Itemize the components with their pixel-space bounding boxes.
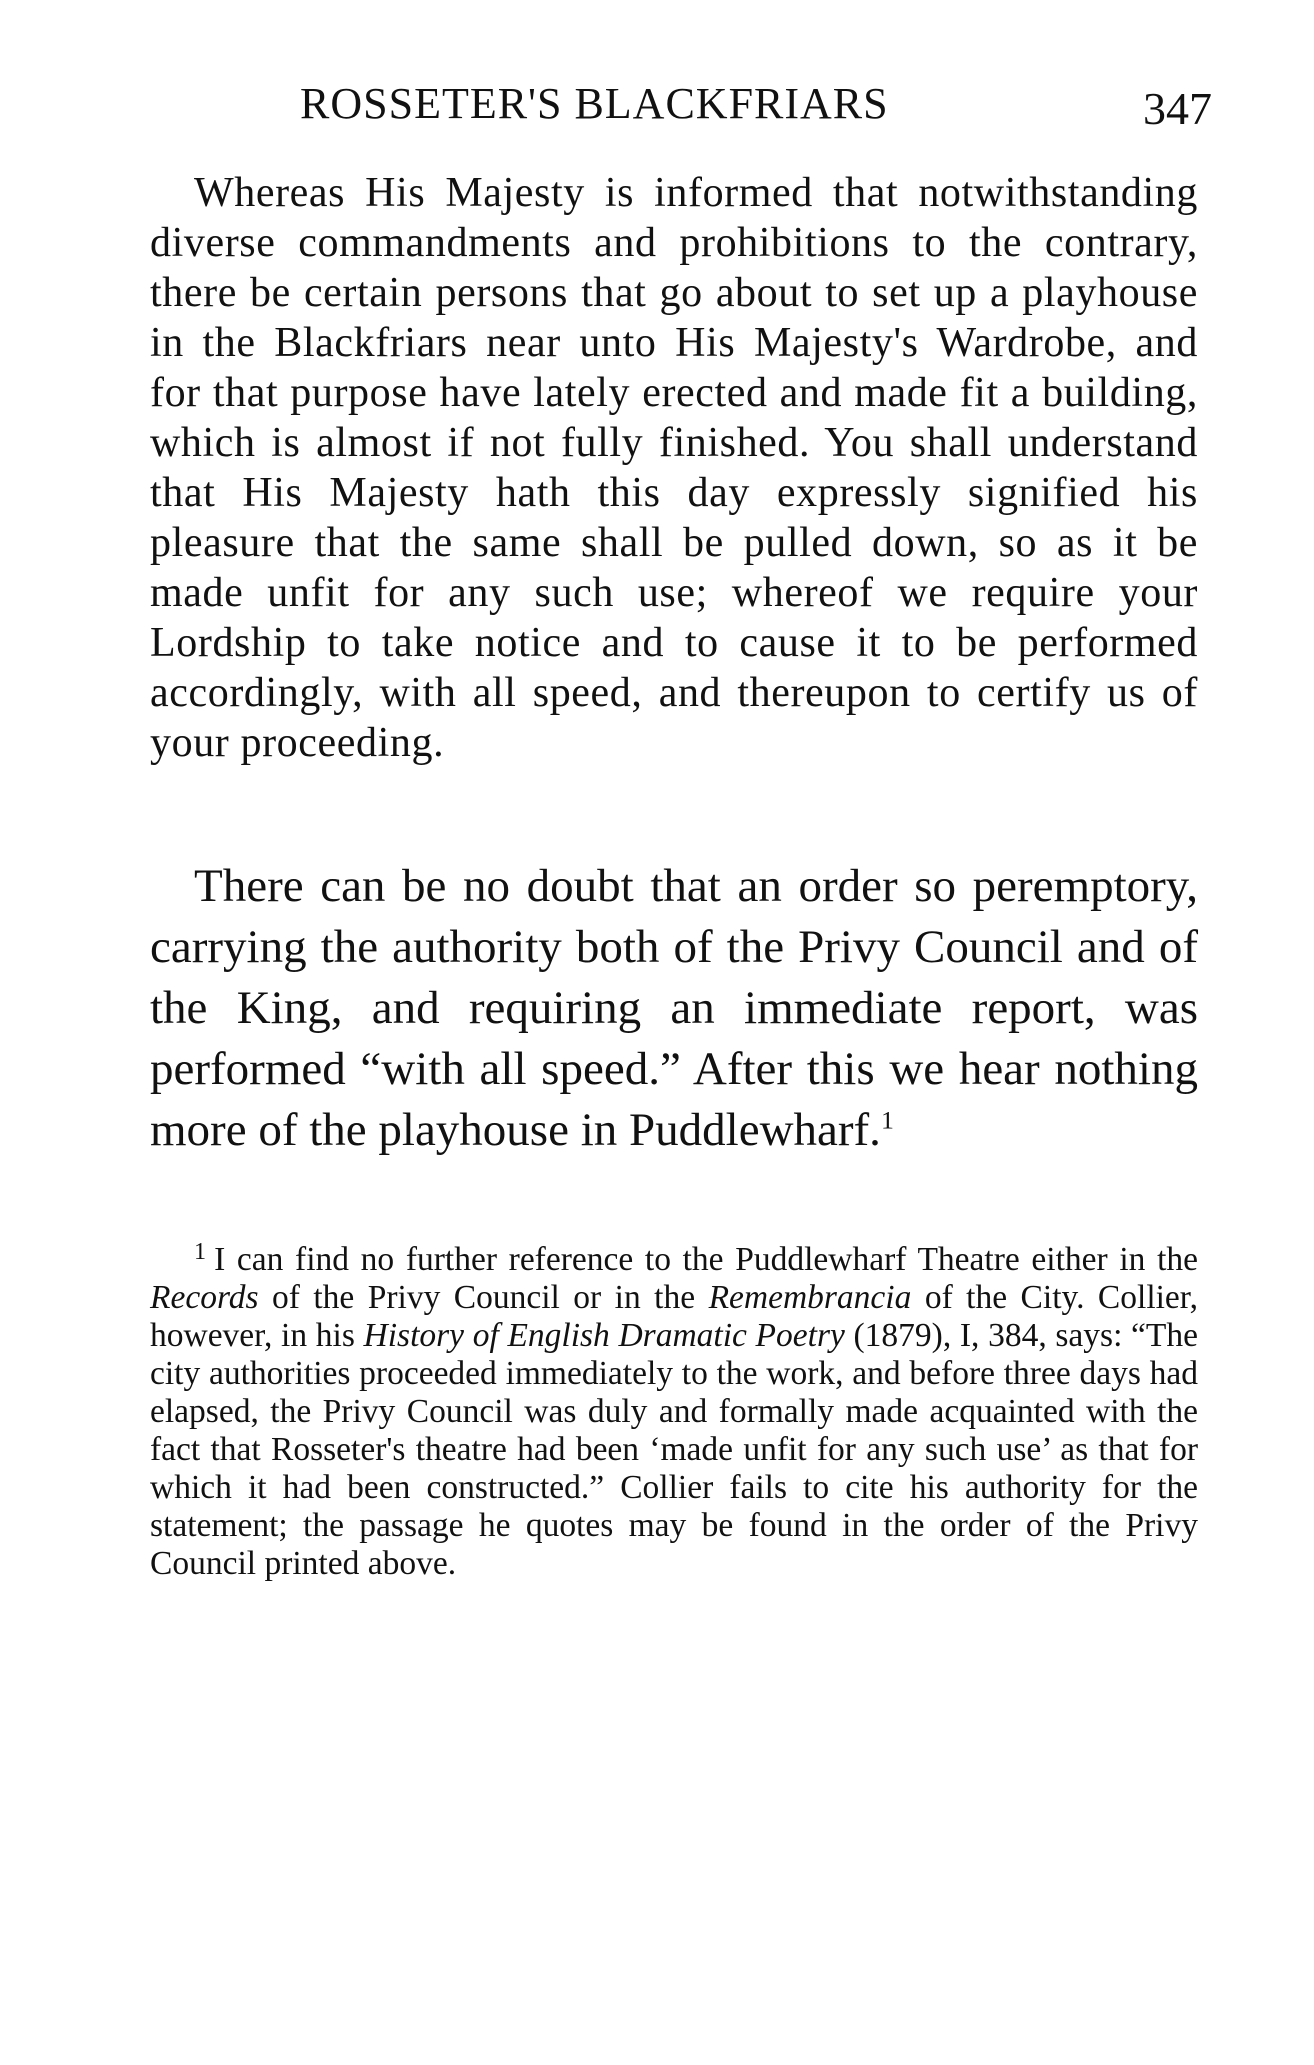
footnote-title-history: History of English Dramatic Poetry <box>363 1317 845 1354</box>
footnote-reference: 1 <box>880 1105 894 1135</box>
footnote-marker: 1 <box>194 1239 207 1266</box>
running-title: ROSSETER'S BLACKFRIARS <box>300 79 889 128</box>
page-number: 347 <box>1143 83 1212 134</box>
footnote-title-remembrancia: Remembrancia <box>708 1279 912 1316</box>
quoted-order-text: Whereas His Majesty is informed that notwithstanding diverse commandments and prohibitions to the contrary, there be certain persons that go about to set up a playhouse in the Blackfriars near unto His Majesty's Wardrobe, and for that purpose have lately erected and made fit a building, which is almost if not fully finished. You shall understand that His Majesty hath this day expressly signified his pleasure that the same shall be pulled down, so as it be made unfit for any such use; whereof we require your Lordship to take notice and to cause it to be performed accordingly, with all speed, and thereupon to certify us of your proceeding. <box>150 170 1198 766</box>
body-paragraph <box>150 856 1198 1161</box>
footnote-text-part-2: of the Privy Council or in the <box>272 1279 696 1316</box>
quoted-order-paragraph <box>150 168 1198 768</box>
running-head <box>300 78 1212 138</box>
body-text: There can be no doubt that an order so peremptory, carrying the authority both of the Privy Council and of the King, and requiring an immediate report, was performed “with all speed.” After this we hear nothing more of the playhouse in Puddlewharf. <box>150 860 1198 1156</box>
footnote-text-part-3: of the City. Collier, however, in his <box>150 1279 1198 1354</box>
footnote-title-records: Records <box>150 1279 259 1316</box>
footnote-text-part-4: (1879), I, 384, says: “The city authorities proceeded immediately to the work, and before three days had elapsed, the Privy Council was duly and formally made acquainted with the fact that Rosseter's theatre had been ‘made unfit for any such use’ as that for which it had been constructed.” Collier fails to cite his authority for the statement; the passage he quotes may be found in the order of the Privy Council printed above. <box>150 1317 1199 1582</box>
footnote <box>150 1241 1198 1583</box>
footnote-text-part-1: I can find no further reference to the Puddlewharf Theatre either in the <box>214 1241 1198 1278</box>
